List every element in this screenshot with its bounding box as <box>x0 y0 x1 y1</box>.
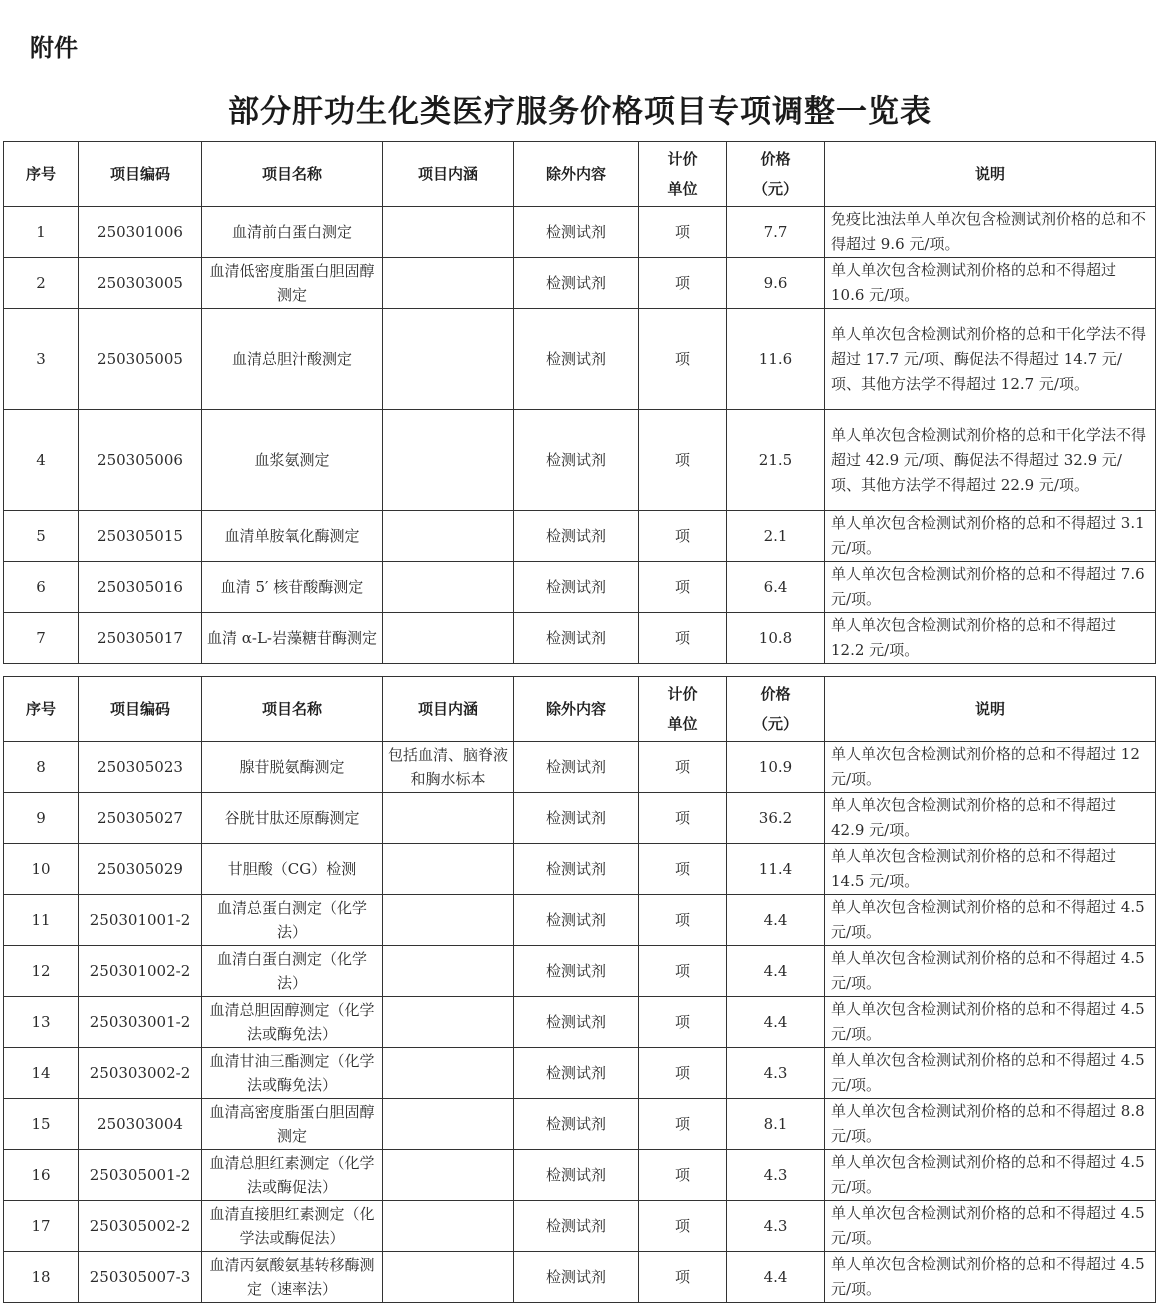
table-row <box>4 613 1156 664</box>
cell-content <box>383 207 514 258</box>
cell-content <box>383 997 514 1048</box>
cell-unit: 项 <box>639 207 727 258</box>
cell-price: 4.4 <box>727 946 825 997</box>
table-row <box>4 1048 1156 1099</box>
table-row <box>4 742 1156 793</box>
cell-code: 250301002-2 <box>79 946 202 997</box>
cell-content <box>383 1252 514 1303</box>
header-name: 项目名称 <box>202 142 383 207</box>
cell-seq: 1 <box>4 207 79 258</box>
cell-note: 单人单次包含检测试剂价格的总和不得超过 3.1 元/项。 <box>825 511 1156 562</box>
cell-note: 单人单次包含检测试剂价格的总和不得超过 12.2 元/项。 <box>825 613 1156 664</box>
cell-note: 单人单次包含检测试剂价格的总和不得超过 10.6 元/项。 <box>825 258 1156 309</box>
cell-exclusion: 检测试剂 <box>514 207 639 258</box>
cell-seq: 4 <box>4 410 79 511</box>
table-header-row <box>4 142 1156 207</box>
table-row <box>4 1150 1156 1201</box>
cell-code: 250305007-3 <box>79 1252 202 1303</box>
price-table-part-2 <box>3 676 1156 1303</box>
cell-content <box>383 946 514 997</box>
header-price-line1: 价格 <box>760 685 791 703</box>
header-unit <box>639 142 727 207</box>
cell-name: 谷胱甘肽还原酶测定 <box>202 793 383 844</box>
cell-unit: 项 <box>639 511 727 562</box>
cell-name: 腺苷脱氨酶测定 <box>202 742 383 793</box>
cell-exclusion: 检测试剂 <box>514 1099 639 1150</box>
cell-code: 250305001-2 <box>79 1150 202 1201</box>
cell-unit: 项 <box>639 613 727 664</box>
cell-exclusion: 检测试剂 <box>514 793 639 844</box>
cell-exclusion: 检测试剂 <box>514 844 639 895</box>
table-row <box>4 844 1156 895</box>
cell-content <box>383 309 514 410</box>
cell-price: 4.4 <box>727 895 825 946</box>
table-row <box>4 258 1156 309</box>
header-exclusion: 除外内容 <box>514 142 639 207</box>
cell-price: 4.4 <box>727 997 825 1048</box>
cell-content <box>383 844 514 895</box>
cell-code: 250303005 <box>79 258 202 309</box>
cell-note: 单人单次包含检测试剂价格的总和不得超过 4.5 元/项。 <box>825 1252 1156 1303</box>
cell-seq: 9 <box>4 793 79 844</box>
cell-name: 血清直接胆红素测定（化学法或酶促法） <box>202 1201 383 1252</box>
header-exclusion: 除外内容 <box>514 677 639 742</box>
cell-price: 2.1 <box>727 511 825 562</box>
cell-price: 36.2 <box>727 793 825 844</box>
header-unit-line1: 计价 <box>667 150 698 168</box>
cell-name: 血清丙氨酸氨基转移酶测定（速率法） <box>202 1252 383 1303</box>
cell-seq: 11 <box>4 895 79 946</box>
cell-unit: 项 <box>639 1048 727 1099</box>
page-title: 部分肝功生化类医疗服务价格项目专项调整一览表 <box>228 94 932 130</box>
cell-seq: 6 <box>4 562 79 613</box>
cell-name: 血清总蛋白测定（化学法） <box>202 895 383 946</box>
cell-name: 血清单胺氧化酶测定 <box>202 511 383 562</box>
header-price-line1: 价格 <box>760 150 791 168</box>
cell-price: 10.9 <box>727 742 825 793</box>
header-price-line2: （元） <box>752 180 798 198</box>
cell-unit: 项 <box>639 946 727 997</box>
cell-exclusion: 检测试剂 <box>514 946 639 997</box>
cell-code: 250305015 <box>79 511 202 562</box>
header-unit <box>639 677 727 742</box>
cell-exclusion: 检测试剂 <box>514 742 639 793</box>
cell-code: 250305002-2 <box>79 1201 202 1252</box>
cell-content <box>383 410 514 511</box>
cell-code: 250305016 <box>79 562 202 613</box>
cell-seq: 18 <box>4 1252 79 1303</box>
cell-seq: 3 <box>4 309 79 410</box>
header-seq: 序号 <box>4 677 79 742</box>
cell-content <box>383 511 514 562</box>
cell-price: 11.4 <box>727 844 825 895</box>
cell-name: 血清总胆汁酸测定 <box>202 309 383 410</box>
header-price-line2: （元） <box>752 715 798 733</box>
cell-exclusion: 检测试剂 <box>514 562 639 613</box>
header-price <box>727 142 825 207</box>
table-header-row <box>4 677 1156 742</box>
cell-unit: 项 <box>639 742 727 793</box>
cell-exclusion: 检测试剂 <box>514 1048 639 1099</box>
cell-code: 250301006 <box>79 207 202 258</box>
cell-name: 血清甘油三酯测定（化学法或酶免法） <box>202 1048 383 1099</box>
cell-content <box>383 1099 514 1150</box>
cell-exclusion: 检测试剂 <box>514 1252 639 1303</box>
cell-seq: 16 <box>4 1150 79 1201</box>
cell-price: 4.3 <box>727 1048 825 1099</box>
cell-code: 250305006 <box>79 410 202 511</box>
cell-unit: 项 <box>639 1201 727 1252</box>
cell-price: 10.8 <box>727 613 825 664</box>
cell-unit: 项 <box>639 844 727 895</box>
cell-exclusion: 检测试剂 <box>514 1150 639 1201</box>
cell-unit: 项 <box>639 895 727 946</box>
cell-content <box>383 258 514 309</box>
price-table-part-1 <box>3 141 1156 664</box>
cell-code: 250305027 <box>79 793 202 844</box>
cell-note: 单人单次包含检测试剂价格的总和不得超过 4.5 元/项。 <box>825 895 1156 946</box>
cell-name: 血清 α-L-岩藻糖苷酶测定 <box>202 613 383 664</box>
cell-code: 250305029 <box>79 844 202 895</box>
cell-code: 250301001-2 <box>79 895 202 946</box>
cell-note: 单人单次包含检测试剂价格的总和不得超过 4.5 元/项。 <box>825 1150 1156 1201</box>
cell-price: 11.6 <box>727 309 825 410</box>
cell-note: 单人单次包含检测试剂价格的总和不得超过 14.5 元/项。 <box>825 844 1156 895</box>
cell-name: 血清总胆固醇测定（化学法或酶免法） <box>202 997 383 1048</box>
cell-note: 单人单次包含检测试剂价格的总和不得超过 42.9 元/项。 <box>825 793 1156 844</box>
cell-name: 血清总胆红素测定（化学法或酶促法） <box>202 1150 383 1201</box>
cell-name: 血清低密度脂蛋白胆固醇测定 <box>202 258 383 309</box>
cell-price: 6.4 <box>727 562 825 613</box>
cell-price: 8.1 <box>727 1099 825 1150</box>
header-unit-line1: 计价 <box>667 685 698 703</box>
cell-seq: 13 <box>4 997 79 1048</box>
cell-unit: 项 <box>639 562 727 613</box>
cell-note: 单人单次包含检测试剂价格的总和不得超过 4.5 元/项。 <box>825 946 1156 997</box>
cell-price: 7.7 <box>727 207 825 258</box>
cell-note: 单人单次包含检测试剂价格的总和干化学法不得超过 17.7 元/项、酶促法不得超过 14.7 元/项、其他方法学不得超过 12.7 元/项。 <box>825 309 1156 410</box>
cell-note: 单人单次包含检测试剂价格的总和不得超过 12 元/项。 <box>825 742 1156 793</box>
table-row <box>4 1201 1156 1252</box>
cell-note: 单人单次包含检测试剂价格的总和干化学法不得超过 42.9 元/项、酶促法不得超过 32.9 元/项、其他方法学不得超过 22.9 元/项。 <box>825 410 1156 511</box>
table-row <box>4 793 1156 844</box>
cell-exclusion: 检测试剂 <box>514 258 639 309</box>
attachment-label: 附件 <box>30 34 78 62</box>
header-content: 项目内涵 <box>383 142 514 207</box>
header-seq: 序号 <box>4 142 79 207</box>
table-row <box>4 895 1156 946</box>
cell-code: 250303004 <box>79 1099 202 1150</box>
header-name: 项目名称 <box>202 677 383 742</box>
cell-note: 单人单次包含检测试剂价格的总和不得超过 4.5 元/项。 <box>825 1048 1156 1099</box>
cell-exclusion: 检测试剂 <box>514 309 639 410</box>
cell-content <box>383 1201 514 1252</box>
cell-seq: 10 <box>4 844 79 895</box>
cell-code: 250305017 <box>79 613 202 664</box>
cell-name: 血清 5′ 核苷酸酶测定 <box>202 562 383 613</box>
cell-name: 血浆氨测定 <box>202 410 383 511</box>
cell-exclusion: 检测试剂 <box>514 511 639 562</box>
header-content: 项目内涵 <box>383 677 514 742</box>
cell-unit: 项 <box>639 410 727 511</box>
cell-note: 单人单次包含检测试剂价格的总和不得超过 8.8 元/项。 <box>825 1099 1156 1150</box>
header-price <box>727 677 825 742</box>
table-row <box>4 309 1156 410</box>
cell-price: 4.3 <box>727 1150 825 1201</box>
cell-name: 甘胆酸（CG）检测 <box>202 844 383 895</box>
cell-content: 包括血清、脑脊液和胸水标本 <box>383 742 514 793</box>
cell-unit: 项 <box>639 1099 727 1150</box>
cell-seq: 15 <box>4 1099 79 1150</box>
cell-unit: 项 <box>639 1150 727 1201</box>
header-note: 说明 <box>825 677 1156 742</box>
cell-unit: 项 <box>639 1252 727 1303</box>
cell-exclusion: 检测试剂 <box>514 997 639 1048</box>
cell-unit: 项 <box>639 997 727 1048</box>
cell-unit: 项 <box>639 793 727 844</box>
cell-name: 血清白蛋白测定（化学法） <box>202 946 383 997</box>
cell-price: 9.6 <box>727 258 825 309</box>
cell-note: 免疫比浊法单人单次包含检测试剂价格的总和不得超过 9.6 元/项。 <box>825 207 1156 258</box>
cell-seq: 14 <box>4 1048 79 1099</box>
cell-unit: 项 <box>639 309 727 410</box>
table-row <box>4 410 1156 511</box>
cell-seq: 7 <box>4 613 79 664</box>
header-note: 说明 <box>825 142 1156 207</box>
cell-seq: 8 <box>4 742 79 793</box>
header-unit-line2: 单位 <box>667 715 698 733</box>
cell-seq: 17 <box>4 1201 79 1252</box>
cell-content <box>383 793 514 844</box>
cell-name: 血清前白蛋白测定 <box>202 207 383 258</box>
table-row <box>4 1099 1156 1150</box>
cell-price: 21.5 <box>727 410 825 511</box>
cell-name: 血清高密度脂蛋白胆固醇测定 <box>202 1099 383 1150</box>
header-unit-line2: 单位 <box>667 180 698 198</box>
cell-code: 250303002-2 <box>79 1048 202 1099</box>
cell-code: 250305005 <box>79 309 202 410</box>
table-row <box>4 562 1156 613</box>
cell-content <box>383 1048 514 1099</box>
cell-exclusion: 检测试剂 <box>514 410 639 511</box>
cell-note: 单人单次包含检测试剂价格的总和不得超过 4.5 元/项。 <box>825 997 1156 1048</box>
cell-unit: 项 <box>639 258 727 309</box>
cell-content <box>383 613 514 664</box>
cell-content <box>383 1150 514 1201</box>
header-code: 项目编码 <box>79 142 202 207</box>
cell-content <box>383 895 514 946</box>
table-row <box>4 207 1156 258</box>
cell-code: 250305023 <box>79 742 202 793</box>
cell-price: 4.4 <box>727 1252 825 1303</box>
table-row <box>4 997 1156 1048</box>
table-row <box>4 511 1156 562</box>
cell-content <box>383 562 514 613</box>
cell-exclusion: 检测试剂 <box>514 895 639 946</box>
table-row <box>4 1252 1156 1303</box>
cell-seq: 12 <box>4 946 79 997</box>
cell-seq: 2 <box>4 258 79 309</box>
cell-exclusion: 检测试剂 <box>514 613 639 664</box>
table-row <box>4 946 1156 997</box>
cell-code: 250303001-2 <box>79 997 202 1048</box>
cell-price: 4.3 <box>727 1201 825 1252</box>
cell-seq: 5 <box>4 511 79 562</box>
cell-note: 单人单次包含检测试剂价格的总和不得超过 7.6 元/项。 <box>825 562 1156 613</box>
header-code: 项目编码 <box>79 677 202 742</box>
cell-note: 单人单次包含检测试剂价格的总和不得超过 4.5 元/项。 <box>825 1201 1156 1252</box>
cell-exclusion: 检测试剂 <box>514 1201 639 1252</box>
